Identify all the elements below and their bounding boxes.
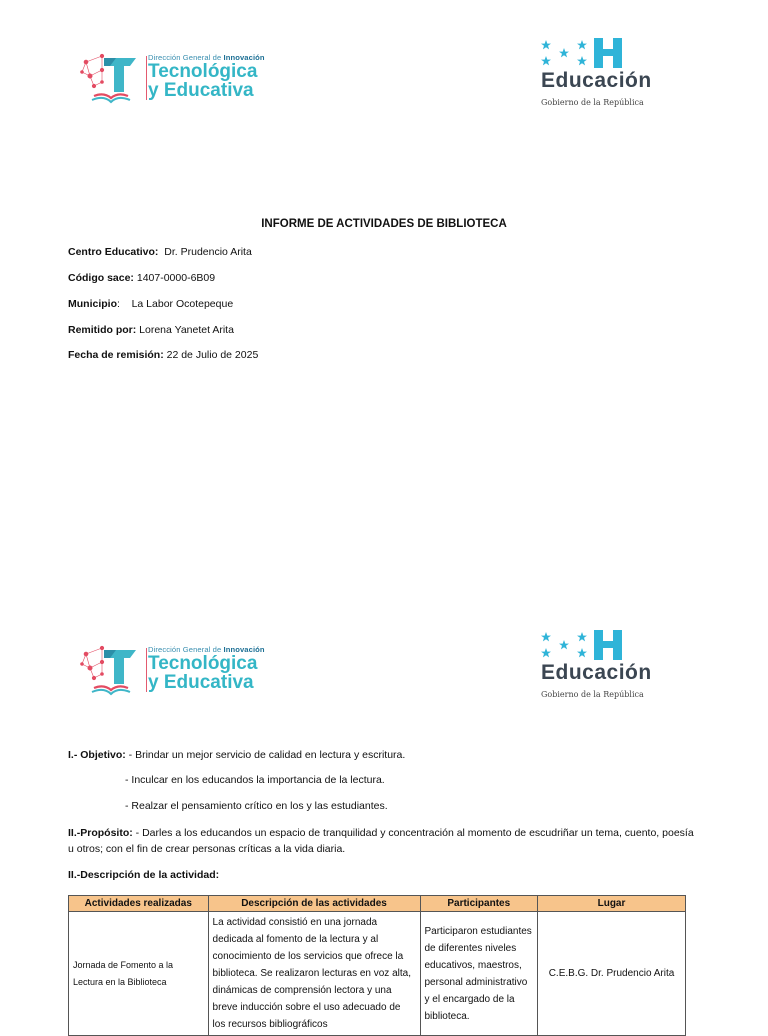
table-row bbox=[69, 912, 686, 1036]
logo-pre-text: Dirección General de Innovación bbox=[148, 53, 265, 62]
educacion-logo-page2 bbox=[536, 630, 686, 702]
dgit-logo-page2 bbox=[80, 644, 280, 696]
page-gap bbox=[0, 590, 768, 598]
logo-line2: y Educativa bbox=[148, 672, 254, 693]
descripcion-heading: II.-Descripción de la actividad: bbox=[68, 869, 220, 881]
report-title: INFORME DE ACTIVIDADES DE BIBLIOTECA bbox=[261, 218, 507, 230]
educacion-wordmark: Educación bbox=[541, 69, 652, 92]
objetivo-line: I.- Objetivo: - Brindar un mejor servicio de calidad en lectura y escritura. bbox=[68, 749, 406, 761]
dgit-tree-book-icon bbox=[80, 644, 142, 696]
logo-line1: Tecnológica bbox=[148, 653, 258, 674]
header-lugar: Lugar bbox=[538, 896, 686, 912]
field-fecha-remision: Fecha de remisión: 22 de Julio de 2025 bbox=[68, 349, 259, 361]
field-codigo-sace: Código sace: 1407-0000-6B09 bbox=[68, 272, 216, 284]
header-descripcion: Descripción de las actividades bbox=[208, 896, 420, 912]
header-participantes: Participantes bbox=[420, 896, 538, 912]
educacion-wordmark: Educación bbox=[541, 661, 652, 684]
logo-divider bbox=[146, 56, 147, 100]
dgit-tree-book-icon bbox=[80, 52, 142, 104]
table-header-row bbox=[69, 896, 686, 912]
logo-pre-text: Dirección General de Innovación bbox=[148, 645, 265, 654]
h-emblem-icon bbox=[592, 630, 624, 660]
dgit-logo bbox=[80, 52, 280, 104]
proposito-line: II.-Propósito: - Darles a los educandos un espacio de tranquilidad y concentración al momento de escudriñar un tema, cuento, poesía bbox=[68, 827, 694, 839]
h-emblem-icon bbox=[592, 38, 624, 68]
field-municipio: Municipio: La Labor Ocotepeque bbox=[68, 298, 234, 310]
proposito-line-2: u otros; con el fin de crear personas críticas a la vida diaria. bbox=[68, 843, 346, 855]
educacion-logo bbox=[536, 38, 686, 110]
logo-line1: Tecnológica bbox=[148, 61, 258, 82]
logo-line2: y Educativa bbox=[148, 80, 254, 101]
field-centro-educativo: Centro Educativo: Dr. Prudencio Arita bbox=[68, 246, 252, 258]
cell-participantes: Participaron estudiantes de diferentes niveles educativos, maestros, personal administrativo y el encargado de la biblioteca. bbox=[420, 912, 538, 1036]
gobierno-subtitle: Gobierno de la República bbox=[541, 98, 644, 107]
gobierno-subtitle: Gobierno de la República bbox=[541, 690, 644, 699]
logo-divider bbox=[146, 648, 147, 692]
objetivo-item-3: - Realzar el pensamiento crítico en los y las estudiantes. bbox=[125, 800, 388, 812]
activities-table bbox=[68, 895, 686, 1036]
header-actividades: Actividades realizadas bbox=[69, 896, 209, 912]
cell-lugar: C.E.B.G. Dr. Prudencio Arita bbox=[538, 912, 686, 1036]
cell-actividad: Jornada de Fomento a la Lectura en la Biblioteca bbox=[69, 912, 209, 1036]
field-remitido-por: Remitido por: Lorena Yanetet Arita bbox=[68, 324, 234, 336]
cell-descripcion: La actividad consistió en una jornada dedicada al fomento de la lectura y al conocimiento de los servicios que ofrece la biblioteca. Se realizaron lecturas en voz alta, dinámicas de comprensión lectora y una breve inducción sobre el uso adecuado de los recursos bibliográficos bbox=[208, 912, 420, 1036]
objetivo-item-2: - Inculcar en los educandos la importancia de la lectura. bbox=[125, 774, 385, 786]
